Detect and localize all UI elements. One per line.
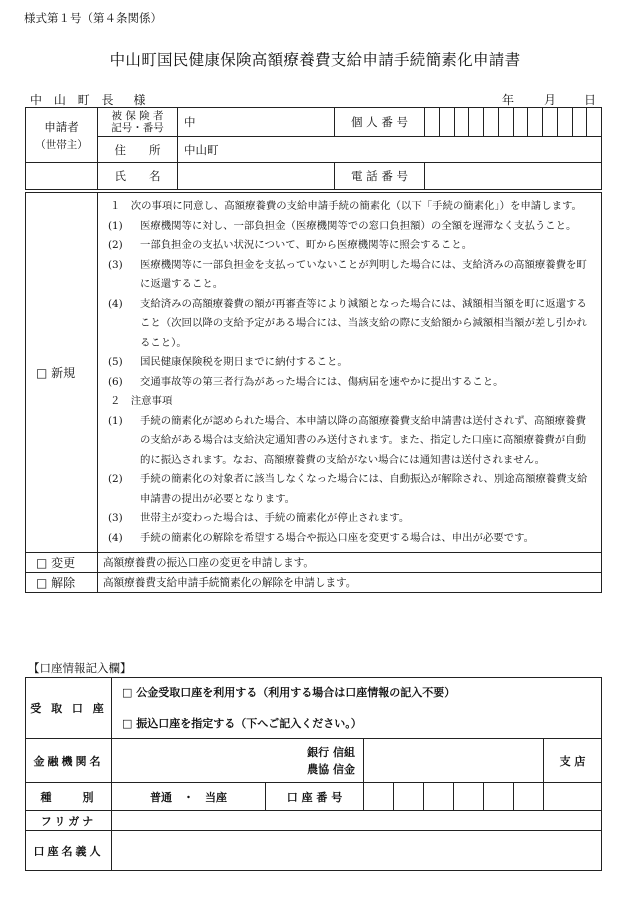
section1-heading: １ 次の事項に同意し、高額療養費の支給申請手続の簡素化（以下「手続の簡素化」）を申請します。 xyxy=(110,200,582,212)
applicant-table xyxy=(25,107,602,190)
bank-types-line2: 農協 信金 xyxy=(307,762,355,776)
designated-account-option[interactable]: □ 振込口座を指定する（下へご記入ください。） xyxy=(122,717,362,730)
personal-number-digit[interactable] xyxy=(425,108,440,137)
item-number: (2) xyxy=(108,473,123,485)
phone-field[interactable] xyxy=(425,163,602,190)
address-label: 住 所 xyxy=(98,137,178,163)
account-type-field[interactable]: 普通 ・ 当座 xyxy=(112,783,266,811)
cancel-checkbox[interactable]: □ 解除 xyxy=(26,573,98,593)
account-holder-field[interactable] xyxy=(112,831,602,871)
account-number-digit[interactable] xyxy=(394,783,424,811)
personal-number-digit[interactable] xyxy=(528,108,543,137)
item-number: (4) xyxy=(108,297,123,310)
item-number: (3) xyxy=(108,512,123,524)
section2-item xyxy=(102,529,593,549)
phone-label: 電 話 番 号 xyxy=(335,163,425,190)
personal-number-digit[interactable] xyxy=(587,108,602,137)
item-number: (2) xyxy=(108,239,123,251)
branch-label: 支 店 xyxy=(544,739,602,783)
account-number-digit[interactable] xyxy=(424,783,454,811)
item-text: 手続の簡素化の対象者に該当しなくなった場合には、自動振込が解除され、別途高額療養費支給申請書の提出が必要となります。 xyxy=(140,473,588,505)
addressee: 中 山 町 長 様 xyxy=(30,93,150,107)
personal-number-digit[interactable] xyxy=(469,108,484,137)
insured-number-field[interactable]: 中 xyxy=(178,108,335,137)
item-number: (1) xyxy=(108,219,123,232)
name-field[interactable] xyxy=(178,163,335,190)
item-text: 交通事故等の第三者行為があった場合には、傷病届を速やかに提出すること。 xyxy=(140,375,504,388)
insured-label-line2: 記号・番号 xyxy=(111,122,164,134)
item-text: 世帯主が変わった場合は、手続の簡素化が停止されます。 xyxy=(140,512,410,524)
item-number: (1) xyxy=(108,414,123,427)
insured-number-label xyxy=(98,108,178,137)
section1-item xyxy=(102,236,593,256)
applicant-section-label xyxy=(26,108,98,163)
furigana-field[interactable] xyxy=(112,811,602,831)
personal-number-digit[interactable] xyxy=(557,108,572,137)
receive-account-label: 受 取 口 座 xyxy=(26,678,112,739)
request-table xyxy=(25,192,602,593)
institution-label: 金融機関名 xyxy=(26,739,112,783)
change-text: 高額療養費の振込口座の変更を申請します。 xyxy=(98,553,602,573)
item-number: (4) xyxy=(108,531,123,544)
item-text: 手続の簡素化の解除を希望する場合や振込口座を変更する場合は、申出が必要です。 xyxy=(140,531,535,544)
item-text: 医療機関等に一部負担金を支払っていないことが判明した場合には、支給済みの高額療養費を町に返還すること。 xyxy=(140,258,587,290)
section2-item xyxy=(102,509,593,529)
date-month-label: 月 xyxy=(544,93,557,107)
personal-number-digit[interactable] xyxy=(454,108,469,137)
account-number-digit[interactable] xyxy=(484,783,514,811)
item-number: (3) xyxy=(108,258,123,271)
section2-item xyxy=(102,412,593,471)
personal-number-label: 個 人 番 号 xyxy=(335,108,425,137)
account-number-digit[interactable] xyxy=(514,783,544,811)
section2-item xyxy=(102,470,593,509)
new-checkbox[interactable]: □ 新規 xyxy=(26,193,98,553)
bank-types-line1: 銀行 信組 xyxy=(307,745,355,759)
section1-item xyxy=(102,256,593,295)
section1-item xyxy=(102,373,593,393)
new-request-terms xyxy=(98,193,602,553)
section1-item xyxy=(102,353,593,373)
document-title: 中山町国民健康保険高額療養費支給申請手続簡素化申請書 xyxy=(109,51,521,69)
personal-number-digit[interactable] xyxy=(439,108,454,137)
applicant-label: 申請者 xyxy=(44,120,79,134)
public-account-option[interactable]: □ 公金受取口座を利用する（利用する場合は口座情報の記入不要） xyxy=(122,686,456,699)
branch-field[interactable] xyxy=(364,739,544,783)
name-label: 氏 名 xyxy=(98,163,178,190)
item-text: 一部負担金の支払い状況について、町から医療機関等に照会すること。 xyxy=(140,239,473,251)
date-day-label: 日 xyxy=(584,93,597,107)
section2-heading: ２ 注意事項 xyxy=(110,395,173,407)
personal-number-digit[interactable] xyxy=(572,108,587,137)
personal-number-digit[interactable] xyxy=(543,108,558,137)
item-text: 支給済みの高額療養費の額が再審査等により減額となった場合には、減額相当額を町に返還すること（次回以降の支給予定がある場合には、当該支給の際に支給額から減額相当額が差し引かれること）。 xyxy=(140,297,587,349)
item-text: 手続の簡素化が認められた場合、本申請以降の高額療養費支給申請書は送付されず、高額療養費の支給がある場合は支給決定通知書のみ送付されます。また、指定した口座に高額療養費が自動的に振込されます。なお、高額療養費の支給がない場合には通知書は送付されません。 xyxy=(140,414,586,466)
account-number-label: 口 座 番 号 xyxy=(266,783,364,811)
section1-item xyxy=(102,217,593,237)
insured-label-line1: 被 保 険 者 xyxy=(111,110,164,122)
account-holder-label: 口座名義人 xyxy=(26,831,112,871)
item-text: 医療機関等に対し、一部負担金（医療機関等での窓口負担額）の全額を遅滞なく支払うこと。 xyxy=(140,219,577,232)
account-number-digit[interactable] xyxy=(544,783,602,811)
item-number: (5) xyxy=(108,356,123,368)
account-type-label: 種 別 xyxy=(26,783,112,811)
section1-item xyxy=(102,295,593,354)
account-number-digit[interactable] xyxy=(364,783,394,811)
furigana-label: フリガナ xyxy=(26,811,112,831)
account-table xyxy=(25,677,602,871)
applicant-sublabel: （世帯主） xyxy=(35,139,88,151)
cancel-text: 高額療養費支給申請手続簡素化の解除を申請します。 xyxy=(98,573,602,593)
account-section-title: 【口座情報記入欄】 xyxy=(28,661,132,675)
address-field[interactable]: 中山町 xyxy=(178,137,602,163)
institution-field[interactable] xyxy=(112,739,364,783)
item-number: (6) xyxy=(108,375,123,388)
receive-account-options xyxy=(112,678,602,739)
personal-number-digit[interactable] xyxy=(484,108,499,137)
account-number-digit[interactable] xyxy=(454,783,484,811)
change-checkbox[interactable]: □ 変更 xyxy=(26,553,98,573)
personal-number-digit[interactable] xyxy=(513,108,528,137)
item-text: 国民健康保険税を期日までに納付すること。 xyxy=(140,356,348,368)
applicant-name-row-spacer xyxy=(26,163,98,190)
date-year-label: 年 xyxy=(502,93,515,107)
form-number: 様式第１号（第４条関係） xyxy=(24,11,162,25)
personal-number-digit[interactable] xyxy=(498,108,513,137)
